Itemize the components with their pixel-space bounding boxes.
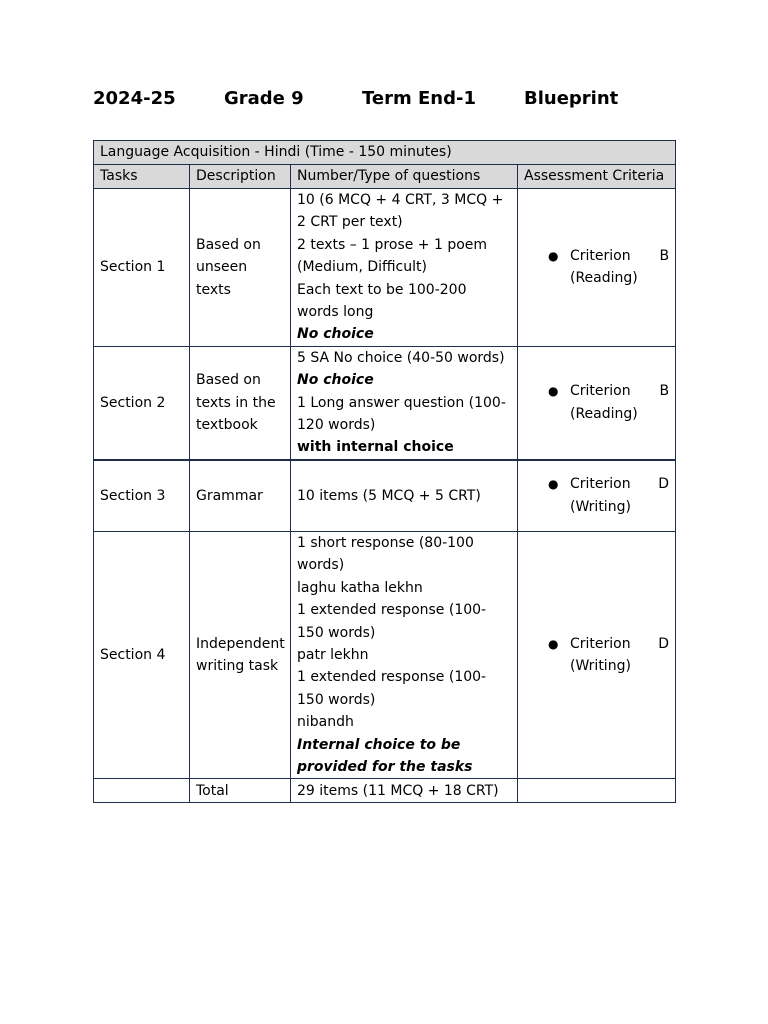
question-emphasis: No choice xyxy=(297,326,374,343)
criterion-name: Criterion xyxy=(570,383,631,400)
column-header-criteria: Assessment Criteria xyxy=(518,165,676,189)
bullet-icon: ● xyxy=(548,249,559,264)
criterion-area: (Reading) xyxy=(570,270,638,287)
criterion-letter: D xyxy=(658,635,670,652)
grade-label: Grade 9 xyxy=(224,88,304,109)
column-header-questions: Number/Type of questions xyxy=(291,165,518,189)
question-emphasis: Internal choice to be provided for the tasks xyxy=(297,736,473,775)
document-title: Blueprint xyxy=(524,88,619,109)
question-line: 10 items (5 MCQ + 5 CRT) xyxy=(297,487,481,504)
description-cell: Based on unseen texts xyxy=(190,189,291,347)
total-empty-cell xyxy=(94,779,190,803)
total-label: Total xyxy=(190,779,291,803)
question-line: 2 texts – 1 prose + 1 poem (Medium, Difficult) xyxy=(297,236,488,276)
criteria-cell xyxy=(518,460,676,532)
question-emphasis: No choice xyxy=(297,372,374,389)
task-cell: Section 2 xyxy=(94,346,190,460)
questions-cell xyxy=(291,346,518,460)
column-header-description: Description xyxy=(190,165,291,189)
description-cell: Independent writing task xyxy=(190,531,291,778)
term-label: Term End-1 xyxy=(362,88,476,109)
bullet-icon: ● xyxy=(548,384,559,399)
questions-cell xyxy=(291,189,518,347)
question-line: 1 extended response (100- 150 words) xyxy=(297,602,487,641)
criterion-letter: B xyxy=(659,383,670,400)
question-line: Each text to be 100-200 words long xyxy=(297,281,467,321)
question-line: laghu katha lekhn xyxy=(297,579,423,596)
criteria-cell xyxy=(518,189,676,347)
task-cell: Section 3 xyxy=(94,460,190,532)
question-line: 1 extended response (100-150 words) xyxy=(297,669,487,708)
task-cell: Section 4 xyxy=(94,531,190,778)
description-cell: Based on texts in the textbook xyxy=(190,346,291,460)
question-line: 1 Long answer question (100-120 words) xyxy=(297,394,506,434)
question-line: 1 short response (80-100 words) xyxy=(297,534,474,574)
criterion-area: (Writing) xyxy=(570,498,631,515)
criteria-cell xyxy=(518,531,676,778)
question-line: patr lekhn xyxy=(297,646,369,663)
criterion-name: Criterion xyxy=(570,248,631,265)
description-cell: Grammar xyxy=(190,460,291,532)
questions-cell xyxy=(291,460,518,532)
academic-year: 2024-25 xyxy=(93,88,176,109)
question-line: 5 SA No choice (40-50 words) xyxy=(297,349,505,366)
table-row xyxy=(94,531,676,778)
table-row xyxy=(94,346,676,460)
table-header-row xyxy=(94,165,676,189)
criterion-name: Criterion xyxy=(570,476,631,493)
criterion-area: (Reading) xyxy=(570,405,638,422)
total-empty-cell xyxy=(518,779,676,803)
questions-cell xyxy=(291,531,518,778)
criterion-letter: B xyxy=(659,248,670,265)
criterion-area: (Writing) xyxy=(570,658,631,675)
task-cell: Section 1 xyxy=(94,189,190,347)
table-caption: Language Acquisition - Hindi (Time - 150 minutes) xyxy=(94,141,676,165)
blueprint-table xyxy=(93,140,676,803)
total-row xyxy=(94,779,676,803)
criterion-name: Criterion xyxy=(570,635,631,652)
criteria-cell xyxy=(518,346,676,460)
question-emphasis: with internal choice xyxy=(297,439,454,456)
table-row xyxy=(94,189,676,347)
table-caption-row xyxy=(94,141,676,165)
total-value: 29 items (11 MCQ + 18 CRT) xyxy=(291,779,518,803)
table-row xyxy=(94,460,676,532)
column-header-tasks: Tasks xyxy=(94,165,190,189)
bullet-icon: ● xyxy=(548,636,559,651)
question-line: nibandh xyxy=(297,714,354,731)
criterion-letter: D xyxy=(658,476,670,493)
question-line: 10 (6 MCQ + 4 CRT, 3 MCQ + 2 CRT per text) xyxy=(297,192,504,231)
bullet-icon: ● xyxy=(548,477,559,492)
